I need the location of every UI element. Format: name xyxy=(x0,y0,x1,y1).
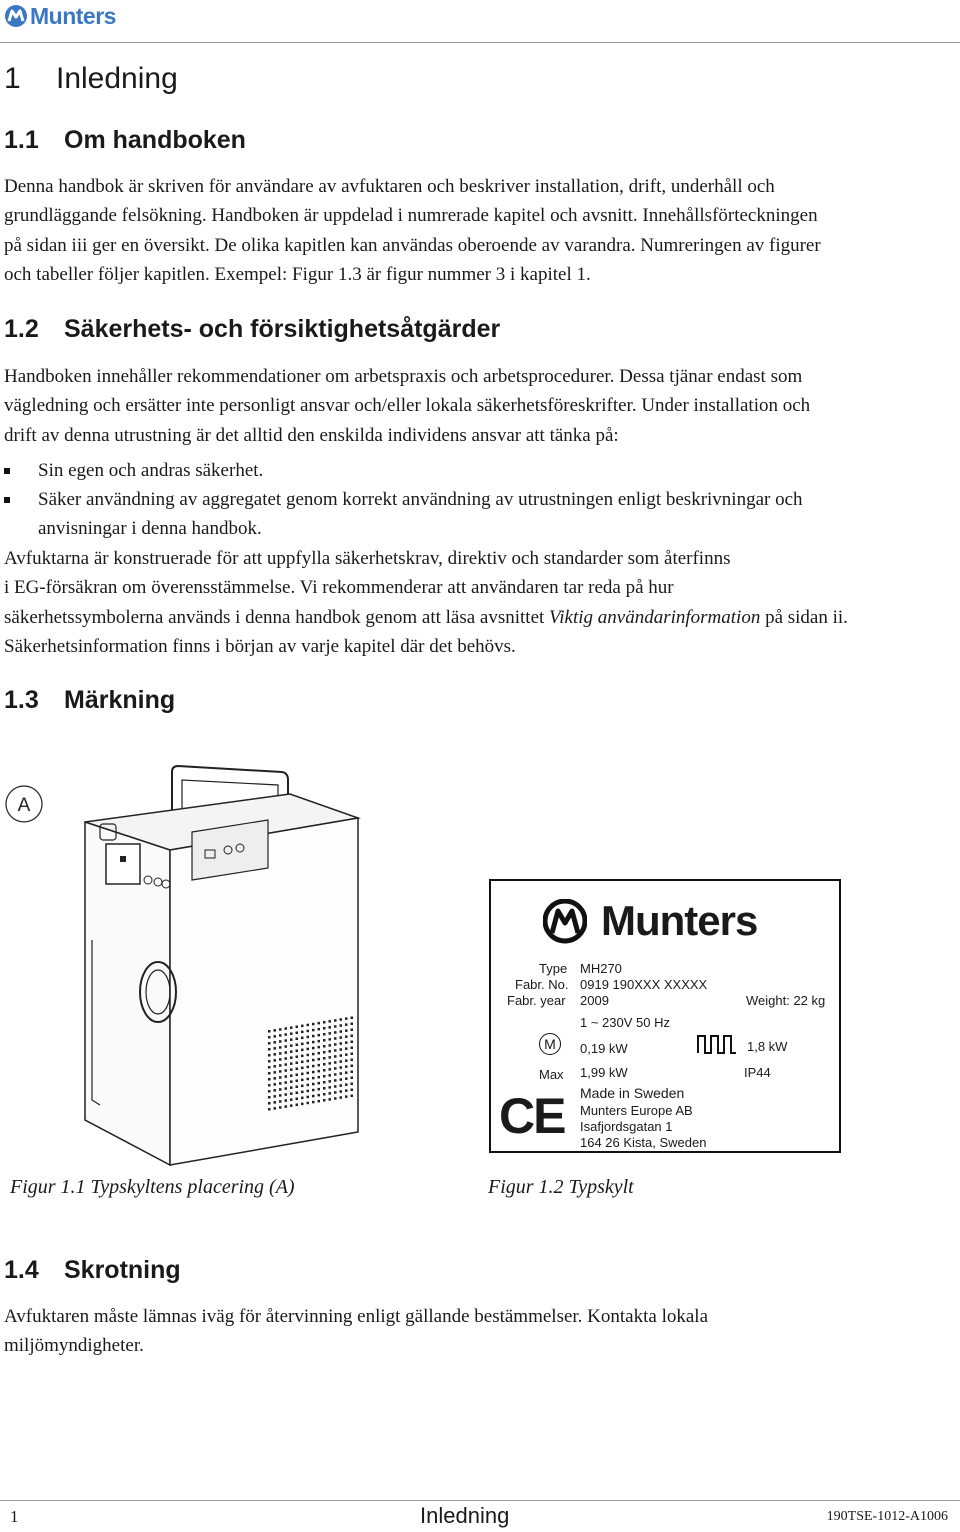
type-label: Type xyxy=(539,961,568,976)
supply: 1 ~ 230V 50 Hz xyxy=(580,1015,670,1030)
footer-chapter: Inledning xyxy=(420,1503,510,1528)
munters-logo xyxy=(4,2,134,30)
fabr-no-value: 0919 190XXX XXXXX xyxy=(580,977,708,992)
company: Munters Europe AB xyxy=(580,1103,693,1118)
max-label: Max xyxy=(539,1067,564,1082)
type-value: MH270 xyxy=(580,961,622,976)
motor-icon: M xyxy=(539,1033,561,1055)
weight: Weight: 22 kg xyxy=(746,993,826,1008)
page-number: 1 xyxy=(10,1507,19,1526)
made-in: Made in Sweden xyxy=(580,1085,685,1101)
fabr-year-label: Fabr. year xyxy=(507,993,566,1008)
bullet-square-icon xyxy=(4,468,10,474)
heater-icon xyxy=(697,1033,737,1055)
cross-reference: Viktig användarinformation xyxy=(549,606,761,628)
street: Isafjordsgatan 1 xyxy=(580,1119,673,1134)
chapter-heading xyxy=(4,62,178,96)
type-plate xyxy=(489,879,841,1153)
motor-power: 0,19 kW xyxy=(580,1041,628,1056)
paragraph-about-manual: Denna handbok är skriven för användare av avfuktaren och beskriver installation, drift, underhåll och grundläggande felsökning. Handboken är uppdelad i numrerade kapitel och avsnitt. Innehållsförteckningen på sidan iii ger en översikt. De olika kapitlen kan användas oberoende av varandra. Numreringen av figurer och tabeller följer kapitlen. Exempel: Figur 1.3 är figur nummer 3 i kapitel 1. xyxy=(4,176,821,286)
munters-logo-icon xyxy=(4,4,28,28)
paragraph-disposal: Avfuktaren måste lämnas iväg för återvinning enligt gällande bestämmelser. Kontakta lokala miljömyndigheter. xyxy=(4,1306,709,1357)
section-heading-1-2: 1.2 Säkerhets- och försiktighetsåtgärder xyxy=(4,315,501,343)
bullet-square-icon xyxy=(4,497,10,503)
callout-label: A xyxy=(17,795,31,816)
brand-name: Munters xyxy=(30,2,116,29)
section-heading-1-1: 1.1 Om handboken xyxy=(4,126,246,154)
fabr-year-value: 2009 xyxy=(580,993,609,1008)
dehumidifier-drawing xyxy=(0,760,420,1180)
paragraph-safety-intro: Handboken innehåller rekommendationer om arbetspraxis och arbetsprocedurer. Dessa tjänar endast som vägledning och ersätter inte personligt ansvar och/eller lokala säkerhetsföreskrifter. Under installation och drift av denna utrustning är det alltid den enskilda individens ansvar att tänka på: xyxy=(4,366,811,446)
plate-brand: Munters xyxy=(601,897,758,944)
ip-rating: IP44 xyxy=(744,1065,771,1080)
city: 164 26 Kista, Sweden xyxy=(580,1135,707,1150)
fabr-no-label: Fabr. No. xyxy=(515,977,569,992)
paragraph-safety-compliance: Avfuktarna är konstruerade för att uppfylla säkerhetskrav, direktiv och standarder som återfinns i EG-försäkran om överensstämmelse. Vi rekommenderar att användaren tar reda på hur säkerhetssymbolerna används i denna handbok genom att läsa avsnittet Viktig användarinformation på sidan ii. Säkerhetsinformation finns i början av varje kapitel där det behövs. xyxy=(4,548,848,658)
section-heading-1-4: 1.4 Skrotning xyxy=(4,1256,181,1284)
chapter-title: Inledning xyxy=(56,62,178,95)
list-item: Säker användning av aggregatet genom korrekt användning av utrustningen enligt beskrivningar och anvisningar i denna handbok. xyxy=(4,485,954,544)
munters-logo-icon xyxy=(543,899,587,947)
type-plate-location xyxy=(106,844,140,884)
figure-caption-1-1: Figur 1.1 Typskyltens placering (A) xyxy=(10,1176,295,1198)
document-id: 190TSE-1012-A1006 xyxy=(826,1509,948,1524)
chapter-number: 1 xyxy=(4,62,21,95)
header-rule xyxy=(0,42,960,43)
section-heading-1-3: 1.3 Märkning xyxy=(4,686,176,714)
footer-rule xyxy=(0,1500,960,1501)
figure-caption-1-2: Figur 1.2 Typskylt xyxy=(488,1176,634,1198)
ce-mark-icon: CE xyxy=(499,1088,565,1144)
heater-power: 1,8 kW xyxy=(747,1039,788,1054)
max-power: 1,99 kW xyxy=(580,1065,628,1080)
list-item: Sin egen och andras säkerhet. xyxy=(4,456,954,485)
